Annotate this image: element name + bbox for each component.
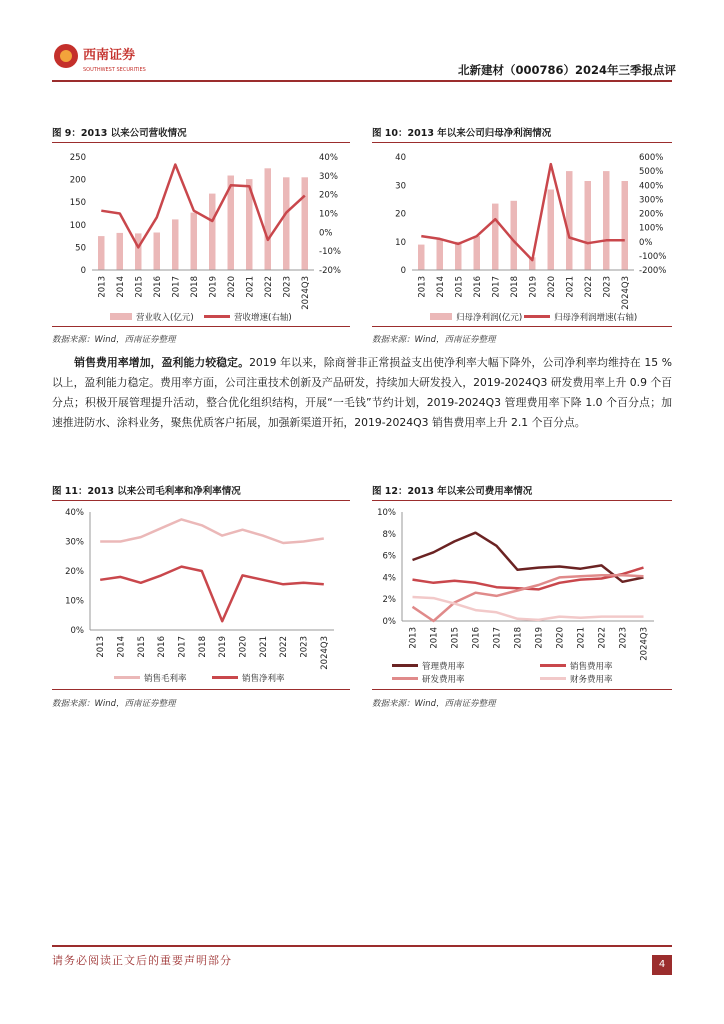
legend-item-2-label: 销售费用率: [570, 662, 613, 672]
fig9-title: 图 9：2013 以来公司营收情况: [52, 128, 187, 139]
y2-tick-label: 600%: [639, 153, 664, 163]
fig10-bottom-rule: [372, 326, 672, 327]
fig9-rule: [52, 142, 350, 143]
fig10-title: 图 10：2013 年以来公司归母净利润情况: [372, 128, 552, 139]
y-tick-label: 40: [395, 153, 406, 163]
y2-tick-label: -100%: [639, 251, 667, 262]
x-tick-label: 2018: [513, 627, 524, 649]
series-line-1: [100, 519, 324, 543]
y2-tick-label: -20%: [319, 266, 341, 276]
y2-tick-label: 300%: [639, 195, 664, 206]
fig9-bottom-rule: [52, 326, 350, 327]
logo-name-cn: 西南证券: [83, 48, 136, 63]
bar-2017: [172, 219, 179, 270]
x-tick-label: 2014: [116, 636, 127, 658]
bar-2015: [135, 233, 142, 270]
x-tick-label: 2015: [134, 276, 145, 298]
x-tick-label: 2021: [258, 636, 269, 658]
x-tick-label: 2017: [491, 276, 502, 298]
x-tick-label: 2022: [583, 276, 594, 298]
x-tick-label: 2024Q3: [300, 276, 311, 310]
fig10-rule: [372, 142, 672, 143]
legend-item-1-label: 销售毛利率: [144, 674, 187, 684]
legend-bar-label: 归母净利润(亿元): [456, 313, 523, 323]
fig10-source: 数据来源：Wind，西南证券整理: [372, 335, 496, 345]
bar-2013: [98, 236, 105, 270]
legend-bar-swatch: [110, 313, 132, 320]
x-tick-label: 2023: [282, 276, 293, 298]
x-tick-label: 2014: [115, 276, 126, 298]
x-tick-label: 2023: [602, 276, 613, 298]
bar-2022: [585, 181, 592, 270]
company-logo: [52, 40, 162, 80]
fig12-rule: [372, 500, 672, 501]
y-tick-label: 10: [395, 237, 406, 248]
x-tick-label: 2017: [177, 636, 188, 658]
logo-name-en: SOUTHWEST SECURITIES: [83, 67, 146, 73]
y2-tick-label: 500%: [639, 167, 664, 178]
bar-2015: [455, 242, 462, 270]
x-tick-label: 2015: [450, 627, 461, 649]
y2-tick-label: 0%: [319, 228, 333, 239]
x-tick-label: 2023: [299, 636, 310, 658]
body-lead: 销售费用率增加，盈利能力较稳定。: [74, 356, 250, 369]
x-tick-label: 2024Q3: [620, 276, 631, 310]
x-tick-label: 2024Q3: [639, 627, 650, 661]
legend-item-4-label: 财务费用率: [570, 675, 613, 685]
series-line-2: [100, 567, 324, 622]
x-tick-label: 2017: [492, 627, 503, 649]
x-tick-label: 2016: [472, 276, 483, 298]
bar-2022: [265, 168, 272, 270]
x-tick-label: 2024Q3: [319, 636, 330, 670]
y2-tick-label: 30%: [319, 171, 338, 182]
y2-tick-label: -200%: [639, 266, 667, 276]
fig11-source: 数据来源：Wind，西南证券整理: [52, 699, 176, 709]
growth-line: [101, 165, 304, 248]
x-tick-label: 2013: [96, 636, 107, 658]
x-tick-label: 2022: [263, 276, 274, 298]
bar-2024Q3: [622, 181, 629, 270]
y2-tick-label: 400%: [639, 181, 664, 192]
x-tick-label: 2021: [565, 276, 576, 298]
fig9-source: 数据来源：Wind，西南证券整理: [52, 335, 176, 345]
x-tick-label: 2018: [189, 276, 200, 298]
x-tick-label: 2013: [408, 627, 419, 649]
x-tick-label: 2016: [152, 276, 163, 298]
y-tick-label: 10%: [377, 508, 396, 518]
x-tick-label: 2019: [528, 276, 539, 298]
y-tick-label: 8%: [382, 529, 396, 540]
legend-bar-swatch: [430, 313, 452, 320]
x-tick-label: 2016: [157, 636, 168, 658]
footer-divider: [52, 945, 672, 947]
x-tick-label: 2023: [618, 627, 629, 649]
bar-2024Q3: [302, 177, 309, 270]
fig12-chart: [372, 503, 672, 688]
y-tick-label: 10%: [65, 596, 84, 607]
y2-tick-label: 200%: [639, 209, 664, 220]
bar-2014: [117, 233, 124, 270]
logo-emblem-inner: [60, 50, 72, 62]
x-tick-label: 2017: [171, 276, 182, 298]
body-text: 2019 年以来，除商誉非正常损益支出使净利率大幅下降外，公司净利率均维持在 15 %以上，盈利能力稳定。费用率方面，公司注重技术创新及产品研发，持续加大研发投入，2019-2024Q3 研发费用率上升 0.9 个百分点；积极开展管理提升活动，整合优化组织结构，开展“一毛钱”节约计划，2019-2024Q3 管理费用率下降 1.0 个百分点；加速推进防水、涂料业务，聚焦优质客户拓展，加强新渠道开拓，2019-2024Q3 销售费用率上升 2.1 个百分点。: [52, 356, 672, 429]
x-tick-label: 2020: [226, 276, 237, 298]
y-tick-label: 50: [75, 243, 86, 254]
x-tick-label: 2020: [238, 636, 249, 658]
x-tick-label: 2018: [197, 636, 208, 658]
x-tick-label: 2019: [208, 276, 219, 298]
x-tick-label: 2013: [97, 276, 108, 298]
bar-2017: [492, 204, 499, 270]
fig11-chart: [52, 503, 352, 688]
header-divider: [52, 80, 672, 82]
legend-line-label: 营收增速(右轴): [234, 313, 292, 323]
x-tick-label: 2013: [417, 276, 428, 298]
y-tick-label: 2%: [382, 595, 396, 606]
bar-2021: [566, 171, 573, 270]
fig9-chart: [52, 145, 352, 325]
x-tick-label: 2021: [245, 276, 256, 298]
fig11-rule: [52, 500, 350, 501]
y-tick-label: 250: [69, 153, 86, 163]
report-title: 北新建材（000786）2024年三季报点评: [457, 63, 676, 77]
bar-2014: [437, 239, 444, 270]
x-tick-label: 2020: [546, 276, 557, 298]
y-tick-label: 200: [69, 175, 86, 186]
legend-item-3-label: 研发费用率: [422, 675, 465, 685]
y2-tick-label: -10%: [319, 247, 341, 258]
bar-2023: [603, 171, 610, 270]
fig12-source: 数据来源：Wind，西南证券整理: [372, 699, 496, 709]
bar-2019: [209, 194, 216, 270]
fig11-bottom-rule: [52, 689, 350, 690]
y-tick-label: 30%: [65, 537, 84, 548]
x-tick-label: 2020: [555, 627, 566, 649]
page-number: 4: [652, 955, 672, 975]
y-tick-label: 0: [400, 266, 406, 276]
footer-disclaimer: 请务必阅读正文后的重要声明部分: [52, 954, 232, 967]
legend-bar-label: 营业收入(亿元): [136, 313, 194, 323]
x-tick-label: 2018: [509, 276, 520, 298]
x-tick-label: 2015: [136, 636, 147, 658]
fig11-title: 图 11：2013 以来公司毛利率和净利率情况: [52, 486, 241, 497]
y-tick-label: 20: [395, 209, 406, 220]
fig12-title: 图 12：2013 年以来公司费用率情况: [372, 486, 533, 497]
body-paragraph: [52, 353, 672, 433]
y2-tick-label: 40%: [319, 153, 338, 163]
x-tick-label: 2014: [435, 276, 446, 298]
x-tick-label: 2022: [279, 636, 290, 658]
bar-2020: [548, 190, 555, 271]
x-tick-label: 2014: [429, 627, 440, 649]
x-tick-label: 2015: [454, 276, 465, 298]
legend-item-1-label: 管理费用率: [422, 662, 465, 672]
y-tick-label: 40%: [65, 508, 84, 518]
legend-item-2-label: 销售净利率: [242, 674, 285, 684]
y-tick-label: 30: [395, 181, 406, 192]
growth-line: [421, 164, 625, 260]
y-tick-label: 100: [69, 220, 86, 231]
fig10-chart: [372, 145, 672, 325]
y-tick-label: 20%: [65, 567, 84, 577]
fig12-bottom-rule: [372, 689, 672, 690]
bar-2023: [283, 177, 290, 270]
y-tick-label: 150: [69, 198, 86, 209]
y-tick-label: 0%: [70, 626, 84, 636]
x-tick-label: 2019: [218, 636, 229, 658]
y-tick-label: 6%: [382, 551, 396, 562]
bar-2016: [474, 236, 481, 270]
y2-tick-label: 0%: [639, 237, 653, 248]
y-tick-label: 0: [80, 266, 86, 276]
y2-tick-label: 100%: [639, 223, 664, 234]
x-tick-label: 2022: [597, 627, 608, 649]
bar-2018: [191, 213, 198, 270]
x-tick-label: 2021: [576, 627, 587, 649]
y2-tick-label: 10%: [319, 209, 338, 220]
bar-2018: [511, 201, 518, 270]
bar-2013: [418, 245, 425, 270]
y2-tick-label: 20%: [319, 190, 338, 201]
y-tick-label: 4%: [382, 573, 396, 584]
legend-line-label: 归母净利润增速(右轴): [554, 313, 638, 323]
x-tick-label: 2016: [471, 627, 482, 649]
bar-2016: [154, 233, 161, 271]
x-tick-label: 2019: [534, 627, 545, 649]
y-tick-label: 0%: [382, 617, 396, 627]
